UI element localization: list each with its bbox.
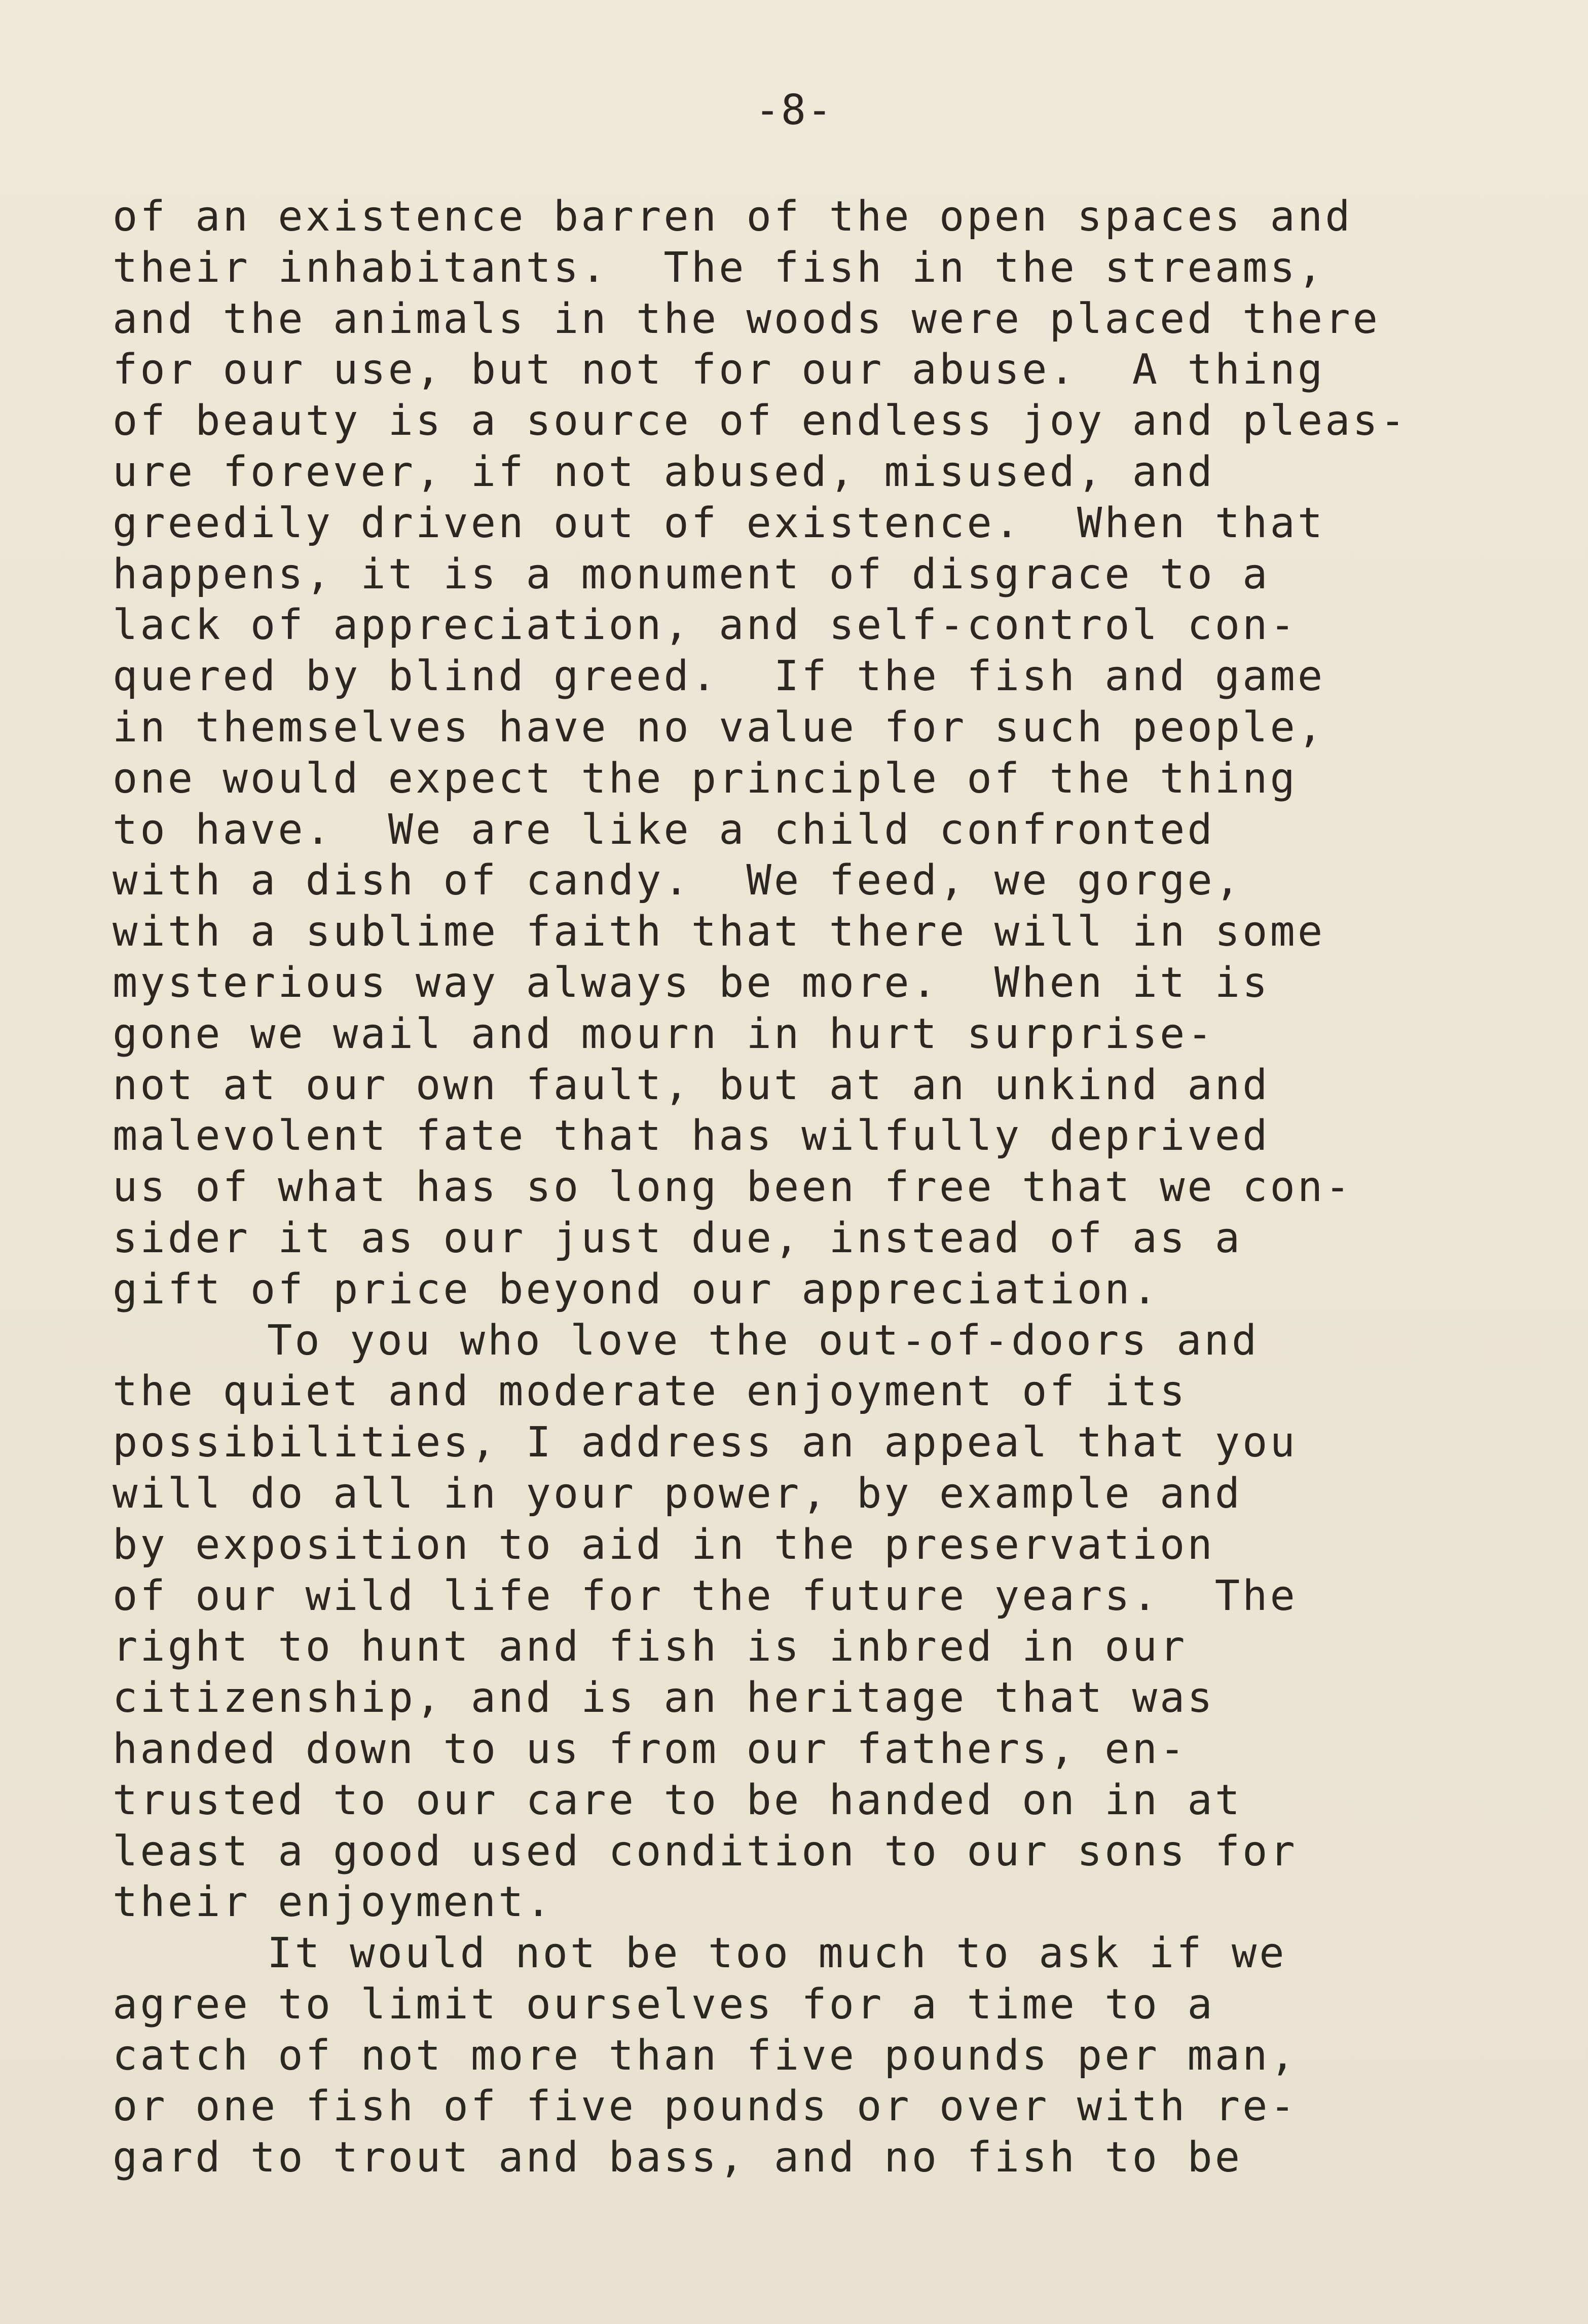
text-line: gift of price beyond our appreciation. bbox=[113, 1265, 1160, 1314]
text-line: lack of appreciation, and self-control con- bbox=[113, 601, 1298, 650]
text-line: their inhabitants. The fish in the streams, bbox=[113, 243, 1325, 292]
text-line: To you who love the out-of-doors and bbox=[267, 1316, 1260, 1365]
text-line: in themselves have no value for such people, bbox=[113, 703, 1325, 752]
page-number: -8- bbox=[755, 86, 833, 134]
text-line: mysterious way always be more. When it is bbox=[113, 958, 1270, 1007]
text-line: will do all in your power, by example and bbox=[113, 1469, 1243, 1518]
text-line: the quiet and moderate enjoyment of its bbox=[113, 1367, 1188, 1416]
text-line: greedily driven out of existence. When that bbox=[113, 499, 1325, 547]
text-line: not at our own fault, but at an unkind and bbox=[113, 1061, 1270, 1109]
text-line: right to hunt and fish is inbred in our bbox=[113, 1623, 1188, 1671]
text-line: sider it as our just due, instead of as a bbox=[113, 1214, 1243, 1262]
text-line: citizenship, and is an heritage that was bbox=[113, 1674, 1215, 1722]
text-line: their enjoyment. bbox=[113, 1878, 553, 1927]
text-line: catch of not more than five pounds per man, bbox=[113, 2031, 1298, 2080]
text-line: ure forever, if not abused, misused, and bbox=[113, 447, 1215, 496]
text-line: and the animals in the woods were placed there bbox=[113, 294, 1380, 343]
text-line: to have. We are like a child confronted bbox=[113, 805, 1215, 854]
text-line: gard to trout and bass, and no fish to be bbox=[113, 2133, 1243, 2182]
text-line: one would expect the principle of the thing bbox=[113, 754, 1298, 803]
text-line: gone we wail and mourn in hurt surprise- bbox=[113, 1009, 1215, 1058]
text-line: malevolent fate that has wilfully deprived bbox=[113, 1112, 1270, 1160]
text-line: or one fish of five pounds or over with re- bbox=[113, 2082, 1298, 2131]
text-line: by exposition to aid in the preservation bbox=[113, 1520, 1215, 1569]
body-text bbox=[113, 192, 1562, 2184]
text-line: handed down to us from our fathers, en- bbox=[113, 1725, 1188, 1773]
text-line: It would not be too much to ask if we bbox=[267, 1929, 1287, 1978]
text-line: agree to limit ourselves for a time to a bbox=[113, 1980, 1215, 2029]
text-line: of an existence barren of the open spaces and bbox=[113, 193, 1353, 241]
text-line: happens, it is a monument of disgrace to a bbox=[113, 550, 1270, 598]
text-line: with a dish of candy. We feed, we gorge, bbox=[113, 856, 1243, 905]
text-line: for our use, but not for our abuse. A thing bbox=[113, 346, 1325, 394]
text-line: least a good used condition to our sons for bbox=[113, 1827, 1298, 1876]
text-line: us of what has so long been free that we con- bbox=[113, 1163, 1353, 1212]
text-line: with a sublime faith that there will in some bbox=[113, 908, 1325, 956]
text-line: of beauty is a source of endless joy and pleas- bbox=[113, 397, 1408, 445]
text-line: of our wild life for the future years. The bbox=[113, 1571, 1298, 1620]
text-line: possibilities, I address an appeal that you bbox=[113, 1418, 1298, 1467]
text-line: quered by blind greed. If the fish and game bbox=[113, 652, 1325, 701]
text-line: trusted to our care to be handed on in at bbox=[113, 1776, 1243, 1824]
